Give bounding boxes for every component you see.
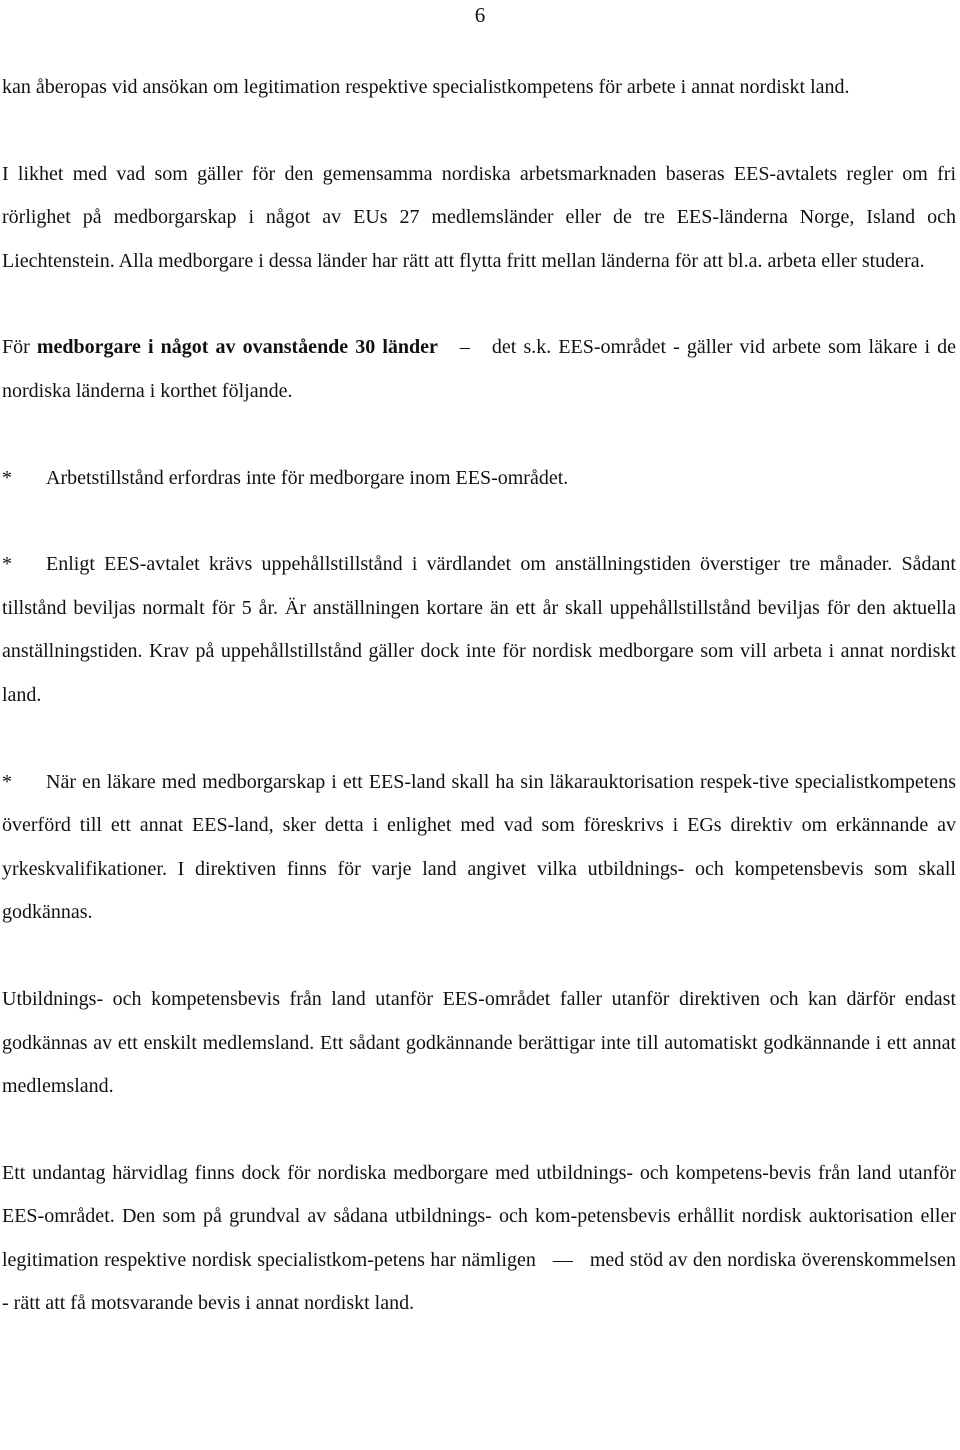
bullet-marker: * <box>2 466 12 489</box>
paragraph-8-dash: — <box>552 1248 573 1271</box>
paragraph-8-part-1: Ett undantag härvidlag finns dock för nordiska medborgare med utbildnings- och kompetens-bevis från land utanför EES-området. Den som på grundval av sådana utbildnings- och kom-petensbevis erhållit nordisk auktorisation eller legitimation respektive nordisk specialistkom-petens har nämligen <box>2 1161 956 1271</box>
paragraph-2: I likhet med vad som gäller för den gemensamma nordiska arbetsmarknaden baseras EES-avtalets regler om fri rörlighet på medborgarskap i något av EUs 27 medlemsländer eller de tre EES-länderna Norge, Island och Liechtenstein. Alla medborgare i dessa länder har rätt att flytta fritt mellan länderna för att bl.a. arbeta eller studera. <box>2 162 956 272</box>
paragraph-4 <box>2 457 956 501</box>
paragraph-6-text: När en läkare med medborgarskap i ett EES-land skall ha sin läkarauktorisation respek-tive specialistkompetens överförd till ett annat EES-land, sker detta i enlighet med vad som föreskrivs i EGs direktiv om erkännande av yrkeskvalifikationer. I direktiven finns för varje land angivet vilka utbildnings- och kompetensbevis som skall godkännas. <box>2 770 956 924</box>
paragraph-4-text: Arbetstillstånd erfordras inte för medborgare inom EES-området. <box>46 466 569 489</box>
paragraph-5 <box>2 543 956 717</box>
paragraph-3-dash: – <box>459 336 470 359</box>
document-body <box>2 66 956 1326</box>
paragraph-8-part-2: med stöd av den nordiska överenskommelsen - rätt att få motsvarande bevis i annat nordiskt land. <box>2 1248 956 1315</box>
paragraph-3-bold-text: medborgare i något av ovanstående 30 länder <box>36 336 438 359</box>
paragraph-7: Utbildnings- och kompetensbevis från land utanför EES-området faller utanför direktiven och kan därför endast godkännas av ett enskilt medlemsland. Ett sådant godkännande berättigar inte till automatiskt godkännande i ett annat medlemsland. <box>2 987 956 1098</box>
paragraph-8 <box>2 1152 956 1326</box>
paragraph-3-rest: det s.k. EES-området - gäller vid arbete som läkare i de nordiska länderna i korthet följande. <box>2 336 956 402</box>
paragraph-3 <box>2 326 956 413</box>
bullet-marker: * <box>2 770 12 793</box>
bullet-marker: * <box>2 553 12 576</box>
page-number: 6 <box>474 3 486 27</box>
paragraph-1: kan åberopas vid ansökan om legitimation respektive specialistkompetens för arbete i annat nordiskt land. <box>2 76 850 98</box>
paragraph-5-text: Enligt EES-avtalet krävs uppehållstillstånd i värdlandet om anställningstiden överstiger tre månader. Sådant tillstånd beviljas normalt för 5 år. Är anställningen kortare än ett år skall uppehållstillstånd beviljas för den aktuella anställningstiden. Krav på uppehållstillstånd gäller dock inte för nordisk medborgare som vill arbeta i annat nordiskt land. <box>2 553 956 706</box>
paragraph-6 <box>2 761 956 935</box>
paragraph-3-prefix: För <box>2 336 37 359</box>
